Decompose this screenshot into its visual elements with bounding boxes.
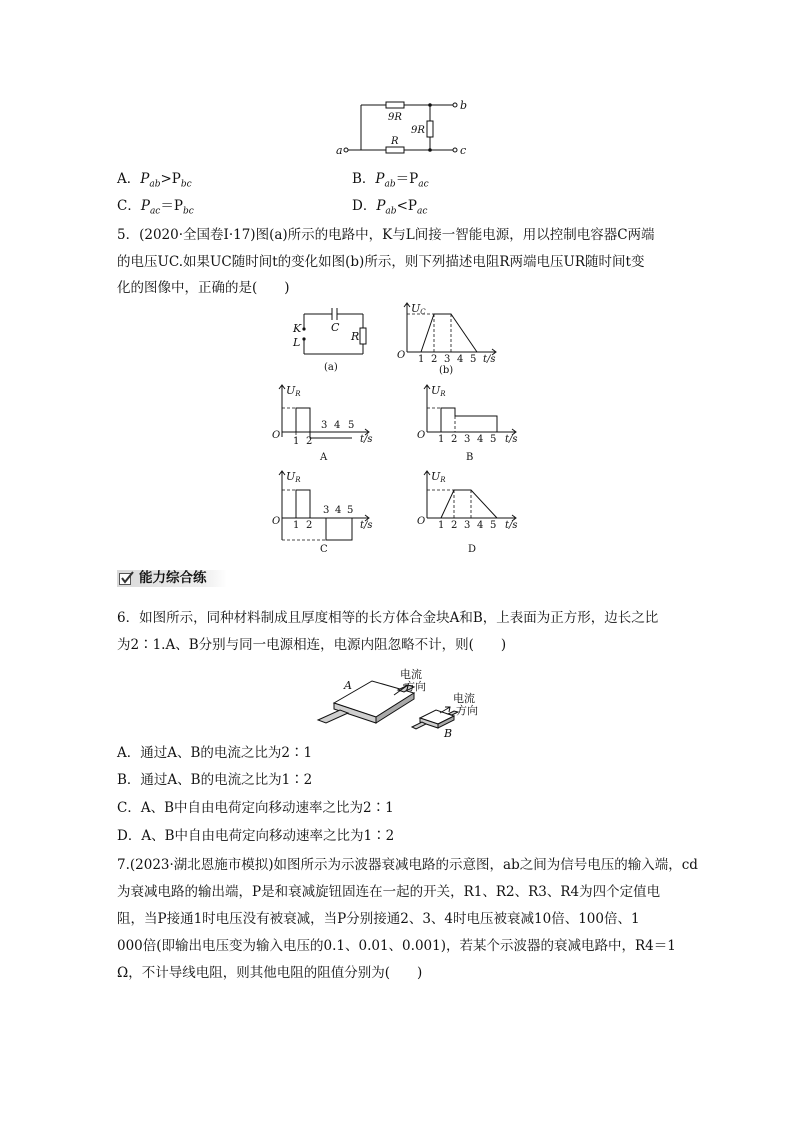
tick-4: 4: [477, 520, 484, 531]
option-subscript: ab: [149, 179, 161, 190]
axis-uc: UC: [411, 302, 426, 316]
option-subscript: ab: [385, 206, 397, 217]
axis-ur: UR: [286, 384, 301, 398]
tick-3: 3: [464, 434, 471, 445]
t-axis-label: t/s: [360, 520, 373, 531]
tick-2: 2: [306, 520, 313, 531]
q4-option-d[interactable]: [352, 195, 427, 223]
tick-1: 1: [438, 434, 445, 445]
q6-alloy-blocks-figure: [316, 665, 486, 740]
q5-line-2: 的电压UC.如果UC随时间t的变化如图(b)所示，则下列描述电阻R两端电压UR随时间t变: [117, 253, 645, 270]
tick-4: 4: [335, 505, 342, 516]
tick-5: 5: [470, 354, 477, 365]
tick-5: 5: [490, 434, 497, 445]
q5-graph-option-b[interactable]: [413, 382, 528, 462]
panel-label-d: D: [468, 544, 477, 554]
q4-option-c[interactable]: [117, 195, 194, 223]
q5-line-3: 化的图像中，正确的是( ): [117, 280, 290, 296]
option-subscript: ac: [149, 206, 161, 217]
tick-1: 1: [293, 520, 300, 531]
resistor-bottom-label: R: [391, 136, 399, 147]
q5-question: [117, 222, 679, 302]
panel-label-a: A: [320, 452, 328, 462]
q5-graph-option-a[interactable]: [268, 382, 380, 462]
tick-2: 2: [451, 520, 458, 531]
q5-circuit-a: [288, 304, 388, 374]
node-b-label: b: [460, 99, 468, 112]
block-b-label: B: [444, 727, 453, 740]
option-letter: C．: [117, 198, 141, 214]
block-a-label: A: [344, 679, 352, 692]
option-operator: >P: [160, 171, 181, 187]
label-k: K: [293, 322, 302, 335]
q4-option-b[interactable]: [352, 168, 429, 196]
option-symbol: P: [376, 198, 386, 214]
t-axis-label: t/s: [360, 434, 373, 445]
option-subscript: bc: [180, 179, 192, 190]
t-axis-label: t/s: [483, 354, 496, 365]
option-letter: A．: [117, 171, 141, 187]
tick-4: 4: [477, 434, 484, 445]
tick-1: 1: [438, 520, 445, 531]
panel-label-b: B: [466, 452, 474, 462]
option-symbol: P: [375, 171, 385, 187]
q7-line-1: 7.(2023·湖北恩施市模拟)如图所示为示波器衰减电路的示意图，ab之间为信号电压的输入端，cd: [117, 857, 698, 873]
origin-label: O: [272, 430, 281, 441]
option-subscript: bc: [182, 206, 194, 217]
tick-2: 2: [451, 434, 458, 445]
q5-graph-b: [393, 300, 508, 375]
tick-1: 1: [418, 354, 425, 365]
label-r: R: [351, 330, 360, 343]
q6-option-c[interactable]: C．A、B中自由电荷定向移动速率之比为2∶1: [117, 800, 394, 816]
section-title: 能力综合练: [139, 570, 207, 586]
q6-question: [117, 605, 679, 658]
axis-ur: UR: [431, 470, 446, 484]
resistor-right-label: 9R: [411, 125, 425, 136]
section-header: [117, 568, 677, 588]
current-label-a-line2: 方向: [404, 680, 426, 693]
label-c: C: [331, 321, 340, 334]
tick-5: 5: [348, 420, 355, 431]
tick-5: 5: [490, 520, 497, 531]
axis-ur: UR: [431, 384, 446, 398]
q6-option-a[interactable]: A．通过A、B的电流之比为2∶1: [117, 745, 313, 761]
q4-circuit-diagram: [330, 95, 470, 160]
panel-label-c: C: [320, 544, 328, 554]
checkmark-icon: [119, 571, 135, 586]
current-label-b-line1: 电流: [453, 692, 475, 705]
tick-3: 3: [464, 520, 471, 531]
origin-label: O: [417, 430, 426, 441]
origin-label: O: [397, 350, 406, 361]
q5-graph-option-d[interactable]: [413, 468, 528, 554]
tick-4: 4: [457, 354, 464, 365]
tick-3: 3: [321, 420, 328, 431]
node-a-label: a: [336, 144, 343, 157]
tick-3: 3: [323, 505, 330, 516]
current-label-b-line2: 方向: [456, 704, 478, 717]
option-subscript: ac: [418, 179, 429, 190]
option-symbol: P: [140, 198, 150, 214]
axis-ur: UR: [286, 470, 301, 484]
tick-1: 1: [293, 436, 300, 447]
option-operator: ＝P: [395, 171, 419, 187]
q6-option-d[interactable]: D．A、B中自由电荷定向移动速率之比为1∶2: [117, 828, 395, 844]
tick-2: 2: [431, 354, 438, 365]
current-label-a-line1: 电流: [400, 668, 422, 681]
q7-question: [117, 852, 698, 987]
option-operator: ＝P: [160, 198, 183, 214]
option-subscript: ac: [416, 206, 428, 217]
q7-line-5: Ω，不计导线电阻，则其他电阻的阻值分别为( ): [117, 965, 423, 981]
q6-line-2: 为2∶1.A、B分别与同一电源相连，电源内阻忽略不计，则( ): [117, 636, 507, 653]
tick-2: 2: [306, 436, 313, 447]
option-subscript: ab: [384, 179, 396, 190]
tick-3: 3: [444, 354, 451, 365]
q4-option-a[interactable]: [117, 168, 192, 196]
option-letter: D．: [352, 198, 377, 214]
option-operator: <P: [396, 198, 417, 214]
t-axis-label: t/s: [505, 520, 518, 531]
resistor-top-label: 9R: [388, 112, 402, 123]
q7-line-2: 为衰减电路的输出端，P是和衰减旋钮固连在一起的开关，R1、R2、R3、R4为四个定值电: [117, 884, 661, 900]
label-l: L: [293, 336, 301, 349]
tick-4: 4: [334, 420, 341, 431]
caption-a: (a): [324, 362, 338, 373]
q6-option-b[interactable]: B．通过A、B的电流之比为1∶2: [117, 772, 313, 788]
option-letter: B．: [352, 171, 376, 187]
q6-line-1: 6．如图所示，同种材料制成且厚度相等的长方体合金块A和B，上表面为正方形，边长之比: [117, 610, 659, 626]
tick-5: 5: [347, 505, 354, 516]
t-axis-label: t/s: [505, 434, 518, 445]
q5-graph-option-c[interactable]: [268, 468, 380, 554]
q7-line-4: 000倍(即输出电压变为输入电压的0.1、0.01、0.001)，若某个示波器的衰减电路中，R4＝1: [117, 938, 676, 954]
q5-line-1: 5．(2020·全国卷Ⅰ·17)图(a)所示的电路中，K与L间接一智能电源，用以控制电容器C两端: [117, 227, 655, 243]
origin-label: O: [272, 516, 281, 527]
origin-label: O: [417, 516, 426, 527]
q7-line-3: 阻，当P接通1时电压没有被衰减，当P分别接通2、3、4时电压被衰减10倍、100倍、1: [117, 911, 640, 927]
option-symbol: P: [140, 171, 150, 187]
caption-b: (b): [439, 365, 454, 375]
node-c-label: c: [460, 144, 467, 157]
